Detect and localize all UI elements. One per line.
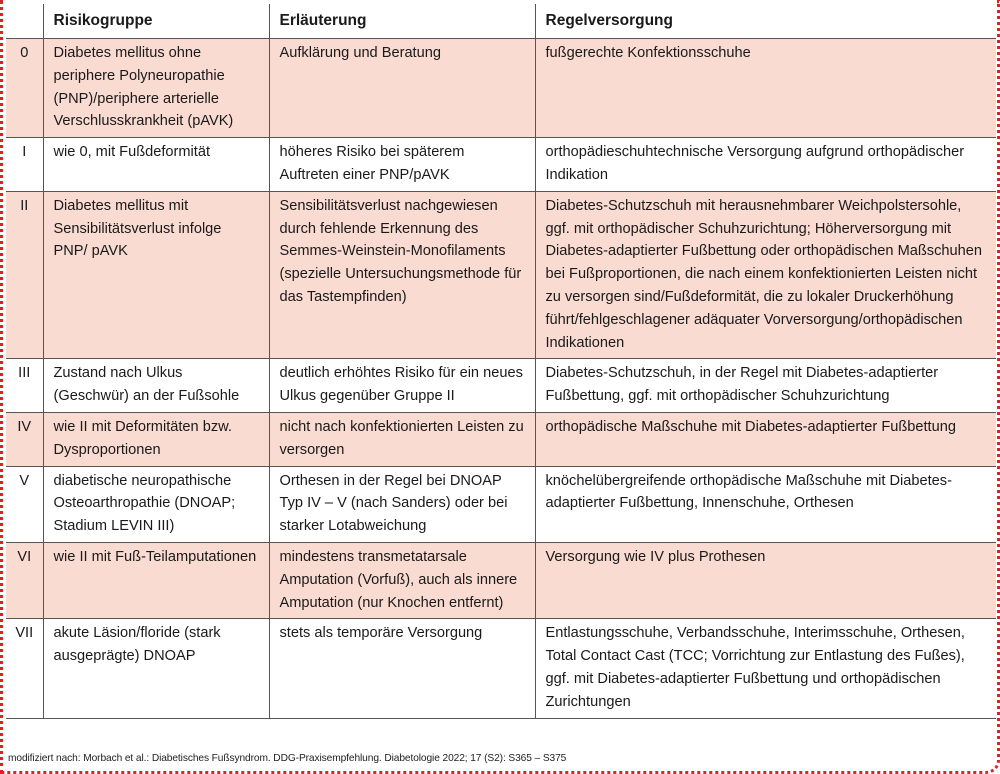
explanation-cell: Aufklärung und Beratung [269, 39, 535, 138]
group-number: VII [6, 619, 43, 718]
table-row [6, 412, 996, 466]
standard-care-cell: Diabetes-Schutzschuh mit herausnehmbarer Weichpolstersohle, ggf. mit orthopädischer Schuhzurichtung; Höherversorgung mit Diabetes-adaptierter Fußbettung oder orthopädischen Maßschuhen bei Fußproportionen, die nach einem konfektionierten Leisten nicht zu versorgen sind/Fußdeformität, die zu lokaler Druckerhöhung führt/fehlgeschlagener adäquater Vorversorgung/orthopädischen Indikationen [535, 191, 996, 359]
table-row [6, 542, 996, 618]
source-footnote: modifiziert nach: Morbach et al.: Diabetisches Fußsyndrom. DDG-Praxisempfehlung. Diabetologie 2022; 17 (S2): S365 – S375 [8, 753, 567, 764]
header-standard-care: Regelversorgung [535, 4, 996, 39]
explanation-cell: mindestens transmetatarsale Amputation (Vorfuß), auch als innere Amputation (nur Knochen entfernt) [269, 542, 535, 618]
table-row [6, 191, 996, 359]
risk-group-cell: diabetische neuropathische Osteoarthropathie (DNOAP; Stadium LEVIN III) [43, 466, 269, 542]
standard-care-cell: fußgerechte Konfektionsschuhe [535, 39, 996, 138]
explanation-cell: stets als temporäre Versorgung [269, 619, 535, 718]
risk-group-table [6, 4, 996, 719]
risk-group-cell: wie 0, mit Fußdeformität [43, 138, 269, 192]
risk-group-cell: Zustand nach Ulkus (Geschwür) an der Fußsohle [43, 359, 269, 413]
table-row [6, 619, 996, 718]
table-row [6, 39, 996, 138]
standard-care-cell: Diabetes-Schutzschuh, in der Regel mit Diabetes-adaptierter Fußbettung, ggf. mit orthopädischer Schuhzurichtung [535, 359, 996, 413]
standard-care-cell: Versorgung wie IV plus Prothesen [535, 542, 996, 618]
table-row [6, 138, 996, 192]
group-number: IV [6, 412, 43, 466]
standard-care-cell: knöchelübergreifende orthopädische Maßschuhe mit Diabetes-adaptierter Fußbettung, Innenschuhe, Orthesen [535, 466, 996, 542]
standard-care-cell: Entlastungsschuhe, Verbandsschuhe, Interimsschuhe, Orthesen, Total Contact Cast (TCC; Vorrichtung zur Entlastung des Fußes), ggf. mit Diabetes-adaptierter Fußbettung und orthopädischen Zurichtungen [535, 619, 996, 718]
explanation-cell: deutlich erhöhtes Risiko für ein neues Ulkus gegenüber Gruppe II [269, 359, 535, 413]
risk-group-cell: wie II mit Fuß-Teilamputationen [43, 542, 269, 618]
explanation-cell: Sensibilitätsverlust nachgewiesen durch fehlende Erkennung des Semmes-Weinstein-Monofilaments (spezielle Untersuchungsmethode für das Tastempfinden) [269, 191, 535, 359]
group-number: 0 [6, 39, 43, 138]
group-number: I [6, 138, 43, 192]
risk-group-cell: Diabetes mellitus ohne periphere Polyneuropathie (PNP)/periphere arterielle Verschlusskrankheit (pAVK) [43, 39, 269, 138]
explanation-cell: nicht nach konfektionierten Leisten zu versorgen [269, 412, 535, 466]
header-group-number [6, 4, 43, 39]
risk-group-cell: Diabetes mellitus mit Sensibilitätsverlust infolge PNP/ pAVK [43, 191, 269, 359]
group-number: III [6, 359, 43, 413]
header-row [6, 4, 996, 39]
group-number: VI [6, 542, 43, 618]
group-number: V [6, 466, 43, 542]
group-number: II [6, 191, 43, 359]
explanation-cell: Orthesen in der Regel bei DNOAP Typ IV – V (nach Sanders) oder bei starker Lotabweichung [269, 466, 535, 542]
risk-group-cell: wie II mit Deformitäten bzw. Dysproportionen [43, 412, 269, 466]
risk-group-cell: akute Läsion/floride (stark ausgeprägte) DNOAP [43, 619, 269, 718]
table-row [6, 359, 996, 413]
standard-care-cell: orthopädieschuhtechnische Versorgung aufgrund orthopädischer Indikation [535, 138, 996, 192]
header-risk-group: Risikogruppe [43, 4, 269, 39]
explanation-cell: höheres Risiko bei späterem Auftreten einer PNP/pAVK [269, 138, 535, 192]
table-row [6, 466, 996, 542]
standard-care-cell: orthopädische Maßschuhe mit Diabetes-adaptierter Fußbettung [535, 412, 996, 466]
header-explanation: Erläuterung [269, 4, 535, 39]
